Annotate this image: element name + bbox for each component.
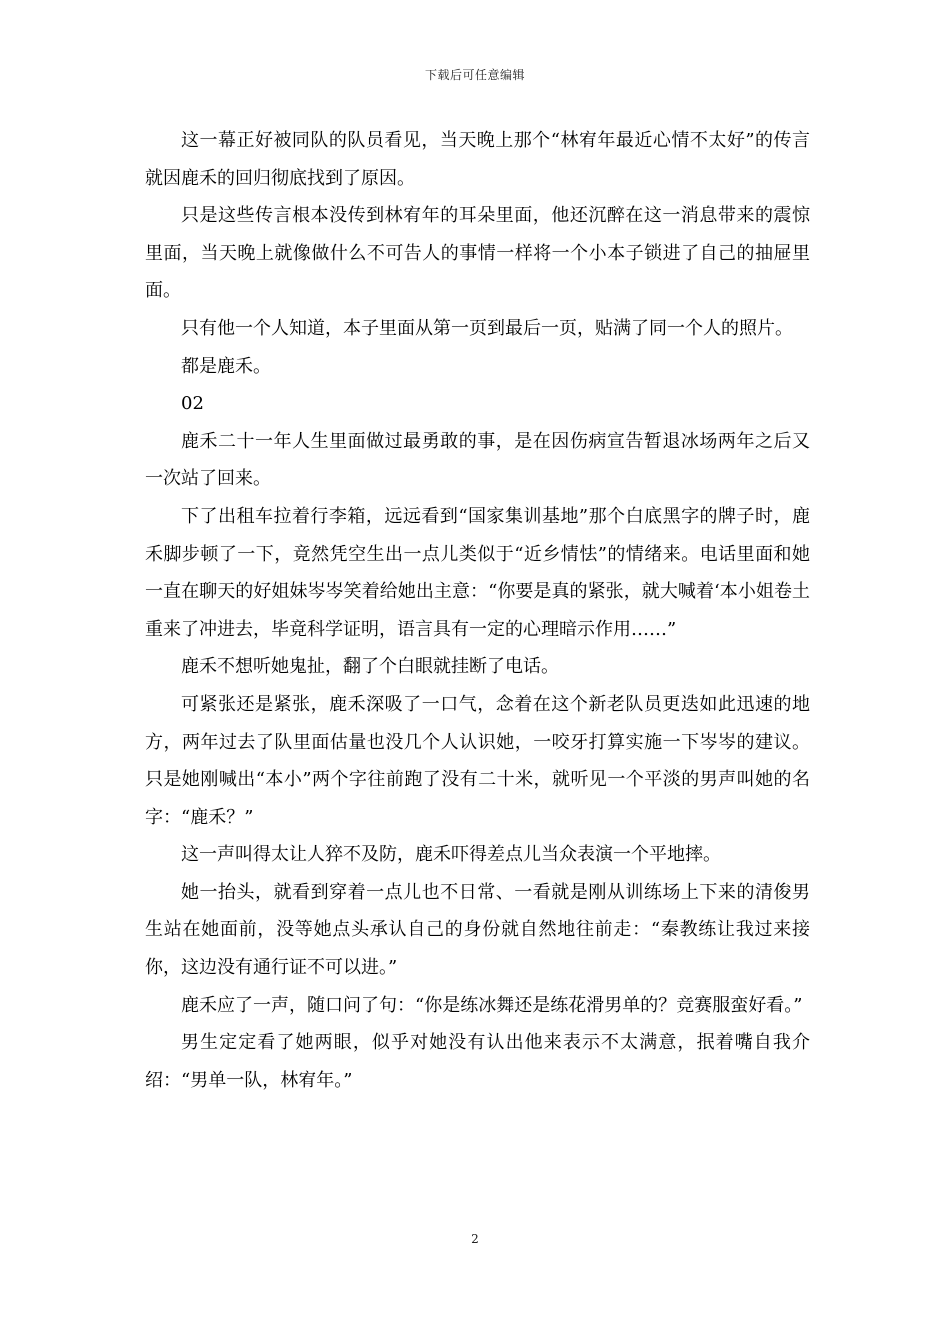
paragraph: 鹿禾二十一年人生里面做过最勇敢的事，是在因伤病宣告暂退冰场两年之后又一次站了回来。 bbox=[145, 430, 810, 490]
paragraph: 她一抬头，就看到穿着一点儿也不日常、一看就是刚从训练场上下来的清俊男生站在她面前，没等她点头承认自己的身份就自然地往前走：“秦教练让我过来接你，这边没有通行证不可以进。” bbox=[145, 881, 810, 979]
paragraph: 鹿禾不想听她鬼扯，翻了个白眼就挂断了电话。 bbox=[181, 656, 559, 678]
paragraph: 都是鹿禾。 bbox=[181, 355, 271, 377]
page-header: 下载后可任意编辑 bbox=[424, 68, 525, 82]
paragraph: 这一声叫得太让人猝不及防，鹿禾吓得差点儿当众表演一个平地摔。 bbox=[181, 844, 721, 866]
page-number: 2 bbox=[471, 1232, 479, 1246]
paragraph: 这一幕正好被同队的队员看见，当天晚上那个“林宥年最近心情不太好”的传言就因鹿禾的回归彻底找到了原因。 bbox=[145, 130, 810, 189]
section-number: 02 bbox=[181, 393, 204, 415]
paragraph: 下了出租车拉着行李箱，远远看到“国家集训基地”那个白底黑字的牌子时，鹿禾脚步顿了一下，竟然凭空生出一点儿类似于“近乡情怯”的情绪来。电话里面和她一直在聊天的好姐妹岑岑笑着给她出主意：“你要是真的紧张，就大喊着‘本小姐卷土重来了冲进去，毕竟科学证明，语言具有一定的心理暗示作用……” bbox=[145, 505, 810, 640]
paragraph: 只有他一个人知道，本子里面从第一页到最后一页，贴满了同一个人的照片。 bbox=[181, 317, 793, 339]
paragraph: 男生定定看了她两眼，似乎对她没有认出他来表示不太满意，抿着嘴自我介绍：“男单一队，林宥年。” bbox=[145, 1032, 810, 1091]
paragraph: 只是这些传言根本没传到林宥年的耳朵里面，他还沉醉在这一消息带来的震惊里面，当天晚上就像做什么不可告人的事情一样将一个小本子锁进了自己的抽屉里面。 bbox=[145, 205, 810, 302]
body-text bbox=[145, 122, 810, 1099]
paragraph: 可紧张还是紧张，鹿禾深吸了一口气，念着在这个新老队员更迭如此迅速的地方，两年过去了队里面估量也没几个人认识她，一咬牙打算实施一下岑岑的建议。只是她刚喊出“本小”两个字往前跑了没有二十米，就听见一个平淡的男声叫她的名字：“鹿禾？” bbox=[145, 693, 810, 828]
paragraph: 鹿禾应了一声，随口问了句：“你是练冰舞还是练花滑男单的？竞赛服蛮好看。” bbox=[181, 994, 803, 1016]
